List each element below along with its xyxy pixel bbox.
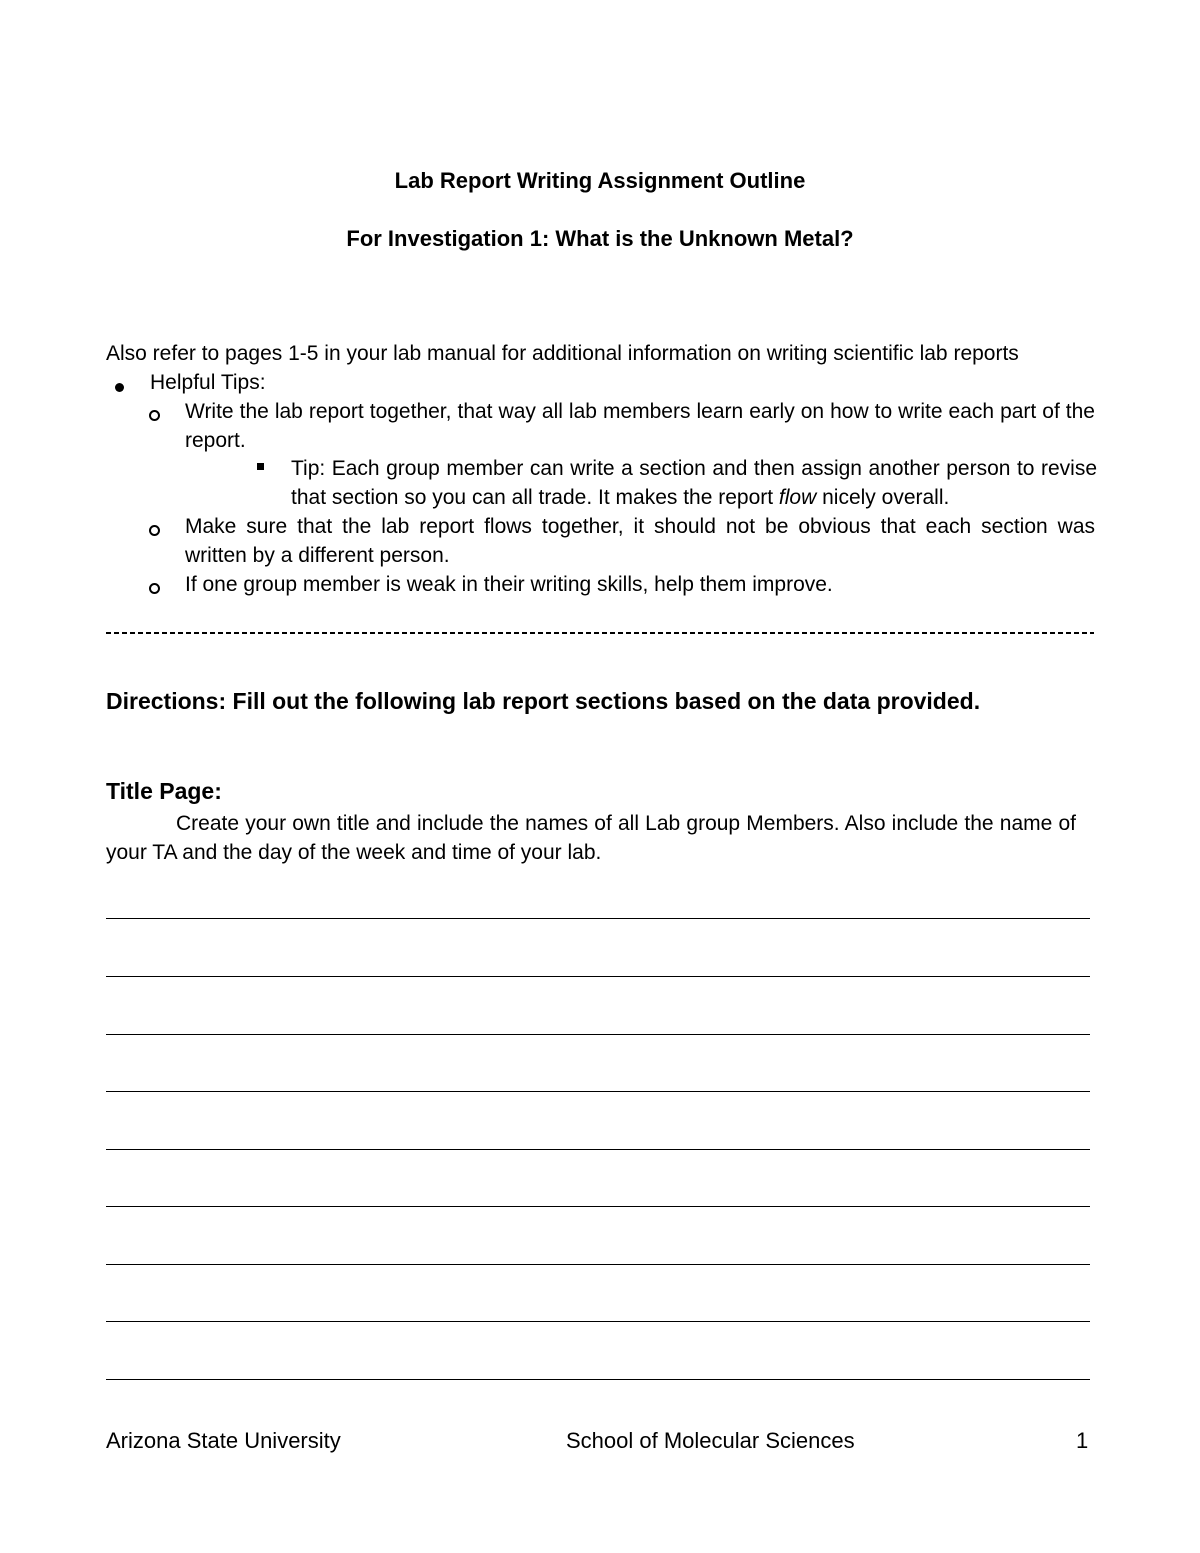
dashed-divider — [106, 632, 1094, 634]
refer-text: Also refer to pages 1-5 in your lab manual for additional information on writing scientific lab reports — [106, 342, 1019, 365]
tip-help-improve: If one group member is weak in their writing skills, help them improve. — [185, 573, 833, 596]
footer-page-number: 1 — [1076, 1428, 1089, 1453]
circle-bullet-icon — [149, 525, 160, 536]
answer-line[interactable] — [106, 1091, 1090, 1092]
answer-line[interactable] — [106, 1379, 1090, 1380]
disc-bullet-icon — [115, 383, 124, 392]
tip-write-together: Write the lab report together, that way all lab members learn early on how to write each part of the report. — [185, 400, 1095, 452]
footer-school: School of Molecular Sciences — [566, 1428, 855, 1453]
answer-line[interactable] — [106, 918, 1090, 919]
document-subtitle: For Investigation 1: What is the Unknown Metal? — [346, 226, 854, 251]
answer-line[interactable] — [106, 1264, 1090, 1265]
subtip-emphasis: flow — [778, 486, 817, 509]
title-page-instructions: Create your own title and include the names of all Lab group Members. Also include the name of your TA and the day of the week and time of your lab. — [106, 812, 1076, 864]
circle-bullet-icon — [149, 410, 160, 421]
answer-line[interactable] — [106, 976, 1090, 977]
answer-line[interactable] — [106, 1206, 1090, 1207]
answer-line[interactable] — [106, 1321, 1090, 1322]
title-page-heading: Title Page: — [106, 778, 222, 804]
answer-line[interactable] — [106, 1034, 1090, 1035]
circle-bullet-icon — [149, 583, 160, 594]
footer-university: Arizona State University — [106, 1428, 341, 1453]
subtip-text-before: Tip: Each group member can write a section and then assign another person to revise that section so you can all trade. It makes the report — [291, 457, 1097, 509]
helpful-tips-label: Helpful Tips: — [150, 371, 266, 394]
subtip-trade-sections — [291, 454, 1097, 512]
tip-flow-together: Make sure that the lab report flows together, it should not be obvious that each section was written by a different person. — [185, 515, 1095, 567]
answer-line[interactable] — [106, 1149, 1090, 1150]
directions-text: Directions: Fill out the following lab report sections based on the data provided. — [106, 688, 981, 714]
subtip-text-after: nicely overall. — [816, 486, 950, 509]
document-title: Lab Report Writing Assignment Outline — [394, 168, 806, 193]
square-bullet-icon — [257, 463, 264, 470]
